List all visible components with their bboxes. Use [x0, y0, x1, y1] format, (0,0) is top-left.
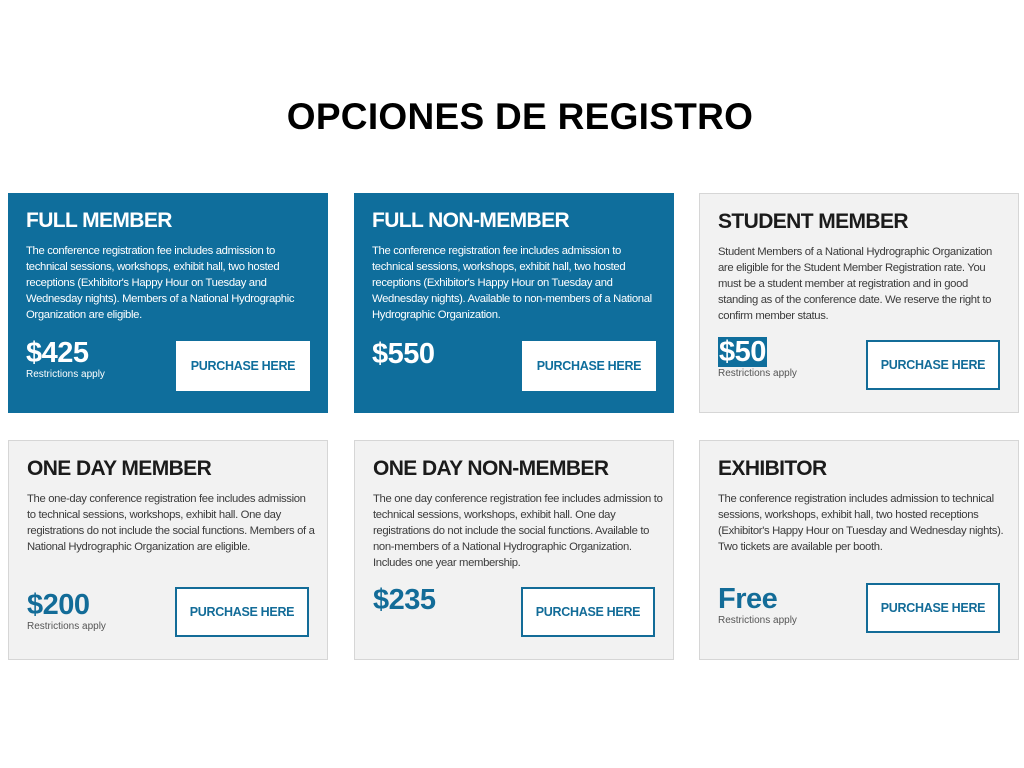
purchase-exhibitor-button[interactable]: PURCHASE HERE	[866, 583, 1000, 633]
card-price: $200	[27, 589, 90, 621]
card-price: $50	[719, 336, 766, 368]
price-block	[718, 584, 797, 627]
card-exhibitor	[699, 440, 1019, 660]
purchase-one-day-non-member-button[interactable]: PURCHASE HERE	[521, 587, 655, 637]
card-full-member	[8, 193, 328, 413]
card-description: The conference registration includes admission to technical sessions, workshops, exhibit hall, two hosted receptions (Exhibitor's Happy Hour on Tuesday and Wednesday nights). Two tickets are available per booth.	[718, 493, 1004, 553]
card-price: Free	[718, 583, 778, 615]
price-block	[26, 338, 105, 381]
card-description: The conference registration fee includes admission to technical sessions, workshops, exhibit hall, two hosted receptions (Exhibitor's Happy Hour on Tuesday and Wednesday nights). Available to non-members of a National Hydrographic Organization.	[372, 245, 652, 321]
card-price: $235	[373, 584, 436, 616]
card-student-member	[699, 193, 1019, 413]
card-title: FULL MEMBER	[26, 209, 172, 232]
restrictions-note: Restrictions apply	[26, 369, 105, 380]
card-description: The one-day conference registration fee includes admission to technical sessions, workshops, exhibit hall. One day registrations do not include the social functions. Members of a National Hydrographic Organization are eligible.	[27, 493, 315, 553]
purchase-full-non-member-button[interactable]: PURCHASE HERE	[522, 341, 656, 391]
price-block	[372, 339, 435, 369]
card-price: $550	[372, 338, 435, 370]
purchase-one-day-member-button[interactable]: PURCHASE HERE	[175, 587, 309, 637]
restrictions-note: Restrictions apply	[27, 621, 106, 632]
card-price: $425	[26, 337, 89, 369]
card-title: STUDENT MEMBER	[718, 210, 908, 233]
card-description: The conference registration fee includes admission to technical sessions, workshops, exhibit hall, two hosted receptions (Exhibitor's Happy Hour on Tuesday and Wednesday nights). Members of a National Hydrographic Organization are eligible.	[26, 245, 295, 321]
card-title: EXHIBITOR	[718, 457, 827, 480]
page-title: OPCIONES DE REGISTRO	[286, 96, 754, 137]
card-title: ONE DAY NON-MEMBER	[373, 457, 609, 480]
card-full-non-member	[354, 193, 674, 413]
card-one-day-member	[8, 440, 328, 660]
price-block	[27, 590, 106, 633]
price-block	[373, 585, 436, 615]
card-description: The one day conference registration fee includes admission to technical sessions, workshops, exhibit hall. One day registrations do not include the social functions. Available to non-members of a National Hydrographic Organization. Includes one year membership.	[373, 493, 663, 569]
restrictions-note: Restrictions apply	[718, 615, 797, 626]
price-block	[718, 337, 797, 380]
purchase-full-member-button[interactable]: PURCHASE HERE	[176, 341, 310, 391]
card-one-day-non-member	[354, 440, 674, 660]
purchase-student-member-button[interactable]: PURCHASE HERE	[866, 340, 1000, 390]
card-description: Student Members of a National Hydrographic Organization are eligible for the Student Member Registration rate. You must be a student member at registration and in good standing as of the conference date. We reserve the right to confirm member status.	[718, 246, 992, 322]
card-title: FULL NON-MEMBER	[372, 209, 570, 232]
card-title: ONE DAY MEMBER	[27, 457, 212, 480]
restrictions-note: Restrictions apply	[718, 368, 797, 379]
